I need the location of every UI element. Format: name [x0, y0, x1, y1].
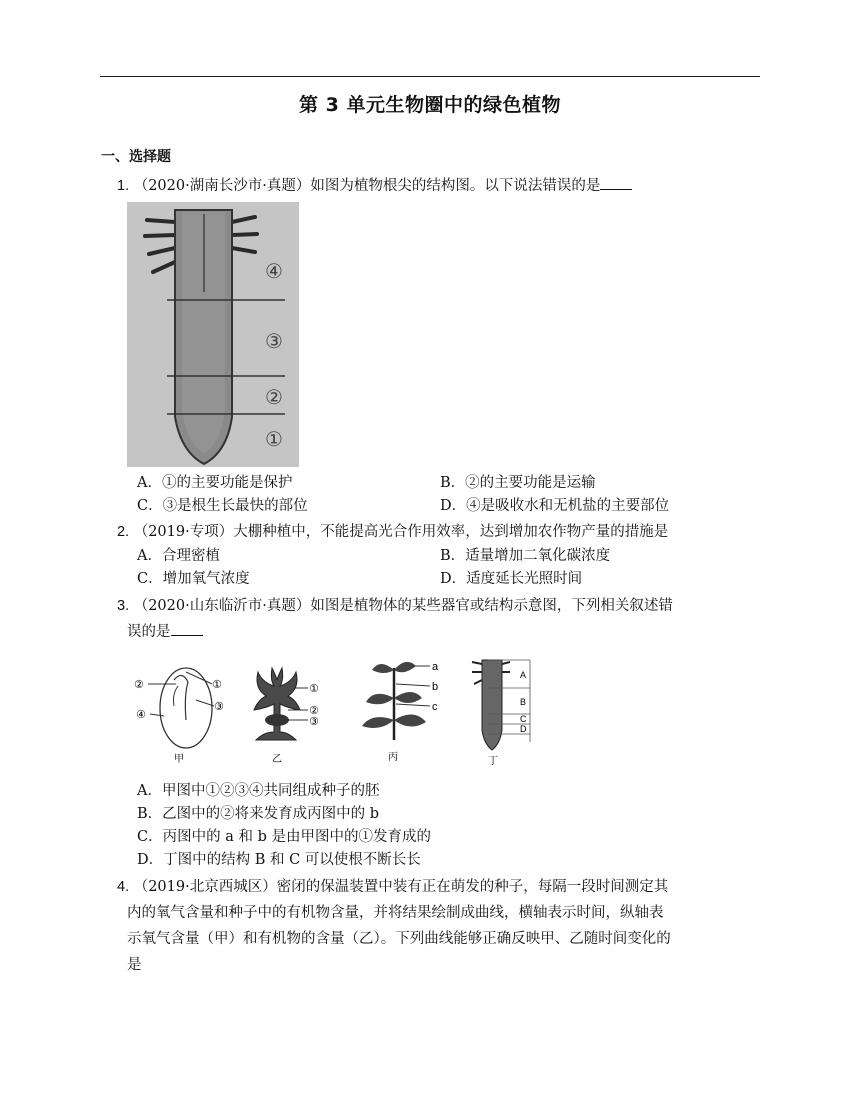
question-stem-line-1: （2020·山东临沂市·真题）如图是植物体的某些器官或结构示意图，下列相关叙述错 [133, 598, 673, 614]
seed-label-2: ② [134, 678, 144, 691]
q3-option-c[interactable]: C．丙图中的 a 和 b 是由甲图中的①发育成的 [137, 829, 431, 845]
q2-option-d[interactable]: D．适度延长光照时间 [440, 571, 583, 587]
figure-caption-jia: 甲 [174, 754, 184, 764]
figure-caption-yi: 乙 [272, 754, 282, 764]
q1-option-c[interactable]: C．③是根生长最快的部位 [137, 498, 308, 514]
question-3 [117, 594, 760, 618]
bud-label-3: ③ [309, 715, 319, 728]
question-stem-line-2: 误的是 [127, 624, 171, 640]
root-label-b: B [520, 697, 527, 707]
seed-label-1: ① [212, 678, 222, 691]
zone-label-2: ② [265, 385, 283, 409]
q2-option-a[interactable]: A．合理密植 [137, 548, 220, 564]
question-1 [117, 174, 760, 198]
question-stem: （2020·湖南长沙市·真题）如图为植物根尖的结构图。以下说法错误的是 [133, 178, 601, 194]
question-number: 3. [117, 598, 130, 614]
question-number: 4. [117, 879, 130, 895]
small-root-figure [468, 658, 538, 766]
q1-option-b[interactable]: B．②的主要功能是运输 [440, 475, 596, 491]
q3-option-a[interactable]: A．甲图中①②③④共同组成种子的胚 [137, 783, 380, 799]
shoot-figure [358, 656, 454, 764]
question-3-cont [127, 620, 770, 644]
question-number: 2. [117, 524, 130, 540]
answer-blank [600, 175, 632, 190]
seed-figure [128, 660, 228, 764]
root-tip-figure [127, 202, 299, 467]
question-number: 1. [117, 178, 130, 194]
q2-option-b[interactable]: B．适量增加二氧化碳浓度 [440, 548, 611, 564]
question-stem: （2019·专项）大棚种植中，不能提高光合作用效率，达到增加农作物产量的措施是 [133, 524, 669, 540]
answer-blank [171, 621, 203, 636]
question-stem-line-1: （2019·北京西城区）密闭的保温装置中装有正在萌发的种子，每隔一段时间测定其 [133, 879, 669, 895]
question-4-line-3: 示氧气含量（甲）和有机物的含量（乙）。下列曲线能够正确反映甲、乙随时间变化的 [127, 931, 671, 947]
seed-label-4: ④ [136, 708, 146, 721]
bud-figure [240, 660, 332, 764]
page-title: 第 3 单元生物圈中的绿色植物 [299, 94, 561, 116]
root-label-d: D [520, 724, 527, 734]
figure-caption-bing: 丙 [388, 752, 398, 763]
section-heading: 一、选择题 [101, 149, 171, 165]
bud-label-2: ② [309, 704, 319, 717]
shoot-label-c: c [432, 701, 438, 713]
seed-label-3: ③ [214, 700, 224, 713]
zone-label-4: ④ [265, 259, 283, 283]
root-label-a: A [520, 670, 527, 680]
q1-option-a[interactable]: A．①的主要功能是保护 [137, 475, 293, 491]
zone-label-3: ③ [265, 329, 283, 353]
question-4-line-4: 是 [127, 957, 142, 973]
figure-caption-ding: 丁 [488, 756, 498, 766]
question-4-line-2: 内的氧气含量和种子中的有机物含量，并将结果绘制成曲线，横轴表示时间，纵轴表 [127, 905, 664, 921]
shoot-label-a: a [432, 661, 439, 673]
q3-option-d[interactable]: D．丁图中的结构 B 和 C 可以使根不断长长 [137, 852, 421, 868]
bud-label-1: ① [309, 682, 319, 695]
root-label-c: C [520, 714, 527, 724]
shoot-label-b: b [432, 681, 439, 693]
header-rule [100, 76, 760, 77]
question-2 [117, 520, 760, 544]
q1-option-d[interactable]: D．④是吸收水和无机盐的主要部位 [440, 498, 670, 514]
zone-label-1: ① [265, 427, 283, 451]
question-4 [117, 874, 760, 900]
q3-option-b[interactable]: B．乙图中的②将来发育成丙图中的 b [137, 806, 380, 822]
q2-option-c[interactable]: C．增加氧气浓度 [137, 571, 250, 587]
